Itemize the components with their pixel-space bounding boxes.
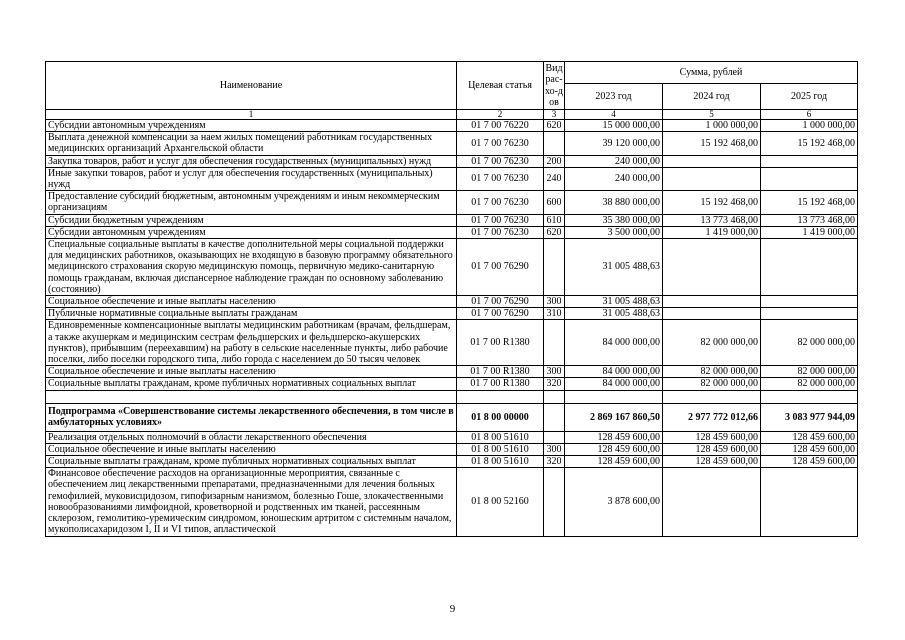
column-number: 6	[761, 110, 858, 120]
table-row	[46, 239, 858, 296]
table-row	[46, 226, 858, 238]
header-name: Наименование	[46, 62, 457, 110]
row-name: Социальное обеспечение и иные выплаты населению	[46, 296, 457, 308]
row-target-article: 01 7 00 76230	[457, 167, 544, 190]
row-sum-2023: 128 459 600,00	[565, 443, 663, 455]
page-number: 9	[449, 603, 456, 615]
row-expense-type	[544, 132, 565, 155]
row-sum-2024: 128 459 600,00	[663, 443, 761, 455]
row-sum-2025: 82 000 000,00	[761, 378, 858, 390]
row-sum-2024: 1 419 000,00	[663, 226, 761, 238]
row-sum-2023: 84 000 000,00	[565, 366, 663, 378]
row-expense-type: 200	[544, 155, 565, 167]
row-sum-2025: 82 000 000,00	[761, 320, 858, 366]
table-row	[46, 132, 858, 155]
row-target-article: 01 7 00 76230	[457, 191, 544, 214]
row-sum-2024	[663, 167, 761, 190]
row-sum-2025	[761, 155, 858, 167]
row-sum-2024: 128 459 600,00	[663, 456, 761, 468]
column-numbers-row	[46, 110, 858, 120]
row-name: Реализация отдельных полномочий в области лекарственного обеспечения	[46, 431, 457, 443]
row-sum-2024: 13 773 468,00	[663, 214, 761, 226]
column-number: 1	[46, 110, 457, 120]
row-sum-2023: 31 005 488,63	[565, 296, 663, 308]
row-sum-2024: 128 459 600,00	[663, 431, 761, 443]
row-target-article: 01 7 00 76230	[457, 132, 544, 155]
row-expense-type: 240	[544, 167, 565, 190]
row-expense-type: 300	[544, 296, 565, 308]
row-sum-2024	[663, 308, 761, 320]
row-sum-2023: 84 000 000,00	[565, 320, 663, 366]
row-expense-type: 300	[544, 443, 565, 455]
row-target-article: 01 7 00 R1380	[457, 320, 544, 366]
table-row	[46, 296, 858, 308]
budget-document	[45, 61, 858, 537]
table-row	[46, 120, 858, 132]
row-name: Субсидии бюджетным учреждениям	[46, 214, 457, 226]
header-sum: Сумма, рублей	[565, 62, 858, 84]
row-sum-2025: 15 192 468,00	[761, 191, 858, 214]
row-expense-type: 320	[544, 378, 565, 390]
row-expense-type: 300	[544, 366, 565, 378]
row-target-article: 01 8 00 51610	[457, 443, 544, 455]
table-row	[46, 378, 858, 390]
row-target-article: 01 8 00 00000	[457, 403, 544, 431]
table-row	[46, 320, 858, 366]
row-sum-2025: 128 459 600,00	[761, 443, 858, 455]
row-target-article: 01 8 00 51610	[457, 431, 544, 443]
row-sum-2024	[663, 155, 761, 167]
row-expense-type	[544, 403, 565, 431]
column-number: 3	[544, 110, 565, 120]
row-sum-2025	[761, 468, 858, 536]
row-sum-2023: 84 000 000,00	[565, 378, 663, 390]
row-sum-2023: 240 000,00	[565, 167, 663, 190]
empty-row	[46, 390, 858, 403]
row-name: Социальные выплаты гражданам, кроме публичных нормативных социальных выплат	[46, 378, 457, 390]
row-name: Финансовое обеспечение расходов на организационные мероприятия, связанные с обеспечением лиц лекарственными препаратами, предназначенными для лечения больных гемофилией, муковисцидозом, гипофизарным нанизмом, болезнью Гоше, злокачественными новообразованиями лимфоидной, кроветворной и родственных им тканей, рассеянным склерозом, гемолитико-уремическим синдромом, юношеским артритом с системным началом, мукополисахаридозом I, II и VI типов, апластической	[46, 468, 457, 536]
row-sum-2025: 128 459 600,00	[761, 456, 858, 468]
row-sum-2025: 13 773 468,00	[761, 214, 858, 226]
row-sum-2023: 31 005 488,63	[565, 308, 663, 320]
row-expense-type	[544, 468, 565, 536]
row-target-article: 01 7 00 76290	[457, 308, 544, 320]
row-sum-2024: 2 977 772 012,66	[663, 403, 761, 431]
row-expense-type: 620	[544, 226, 565, 238]
row-expense-type: 620	[544, 120, 565, 132]
row-target-article: 01 7 00 76230	[457, 214, 544, 226]
row-expense-type	[544, 431, 565, 443]
row-sum-2023: 240 000,00	[565, 155, 663, 167]
row-sum-2025	[761, 167, 858, 190]
table-row	[46, 468, 858, 536]
row-target-article: 01 8 00 51610	[457, 456, 544, 468]
row-sum-2025	[761, 239, 858, 296]
row-target-article: 01 7 00 76290	[457, 239, 544, 296]
header-year-2024: 2024 год	[663, 84, 761, 110]
header-year-2025: 2025 год	[761, 84, 858, 110]
row-sum-2023: 3 500 000,00	[565, 226, 663, 238]
row-expense-type: 320	[544, 456, 565, 468]
row-sum-2025	[761, 296, 858, 308]
row-target-article: 01 7 00 76290	[457, 296, 544, 308]
table-row	[46, 155, 858, 167]
row-target-article: 01 7 00 R1380	[457, 378, 544, 390]
row-sum-2023: 38 880 000,00	[565, 191, 663, 214]
header-target-article: Целевая статья	[457, 62, 544, 110]
subprogram-row	[46, 403, 858, 431]
column-number: 5	[663, 110, 761, 120]
row-sum-2023: 15 000 000,00	[565, 120, 663, 132]
row-name: Предоставление субсидий бюджетным, автономным учреждениям и иным некоммерческим организациям	[46, 191, 457, 214]
row-target-article: 01 8 00 52160	[457, 468, 544, 536]
table-row	[46, 431, 858, 443]
header-year-2023: 2023 год	[565, 84, 663, 110]
row-sum-2024: 15 192 468,00	[663, 132, 761, 155]
row-target-article: 01 7 00 76230	[457, 226, 544, 238]
row-name: Выплата денежной компенсации за наем жилых помещений работникам государственных медицинских организаций Архангельской области	[46, 132, 457, 155]
row-name: Единовременные компенсационные выплаты медицинским работникам (врачам, фельдшерам, а также акушеркам и медицинским сестрам фельдшерских и фельдшерско-акушерских пунктов), прибывшим (переехавшим) на работу в сельские населенные пункты, либо рабочие поселки, либо поселки городского типа, либо города с населением до 50 тысяч человек	[46, 320, 457, 366]
table-row	[46, 214, 858, 226]
row-sum-2024	[663, 468, 761, 536]
row-sum-2023: 3 878 600,00	[565, 468, 663, 536]
table-row	[46, 191, 858, 214]
row-sum-2025: 3 083 977 944,09	[761, 403, 858, 431]
row-target-article: 01 7 00 76230	[457, 155, 544, 167]
row-sum-2024: 1 000 000,00	[663, 120, 761, 132]
row-sum-2024: 82 000 000,00	[663, 366, 761, 378]
row-sum-2024: 15 192 468,00	[663, 191, 761, 214]
column-number: 4	[565, 110, 663, 120]
table-row	[46, 456, 858, 468]
row-name: Социальное обеспечение и иные выплаты населению	[46, 443, 457, 455]
row-sum-2023: 128 459 600,00	[565, 431, 663, 443]
table-row	[46, 167, 858, 190]
header-expense-type: Вид рас-хо-дов	[544, 63, 564, 108]
budget-table	[45, 61, 858, 537]
table-row	[46, 443, 858, 455]
row-sum-2025: 82 000 000,00	[761, 366, 858, 378]
row-expense-type: 600	[544, 191, 565, 214]
row-expense-type	[544, 239, 565, 296]
row-sum-2023: 35 380 000,00	[565, 214, 663, 226]
row-sum-2024: 82 000 000,00	[663, 320, 761, 366]
row-sum-2023: 31 005 488,63	[565, 239, 663, 296]
row-expense-type	[544, 320, 565, 366]
row-sum-2025: 15 192 468,00	[761, 132, 858, 155]
row-name: Публичные нормативные социальные выплаты гражданам	[46, 308, 457, 320]
row-sum-2024	[663, 239, 761, 296]
row-sum-2023: 39 120 000,00	[565, 132, 663, 155]
row-name: Социальные выплаты гражданам, кроме публичных нормативных социальных выплат	[46, 456, 457, 468]
row-name: Иные закупки товаров, работ и услуг для обеспечения государственных (муниципальных) нужд	[46, 167, 457, 190]
row-name: Подпрограмма «Совершенствование системы лекарственного обеспечения, в том числе в амбулаторных условиях»	[46, 403, 457, 431]
row-target-article: 01 7 00 76220	[457, 120, 544, 132]
row-name: Субсидии автономным учреждениям	[46, 120, 457, 132]
row-sum-2023: 128 459 600,00	[565, 456, 663, 468]
table-row	[46, 366, 858, 378]
table-row	[46, 308, 858, 320]
column-number: 2	[457, 110, 544, 120]
row-sum-2023: 2 869 167 860,50	[565, 403, 663, 431]
row-name: Закупка товаров, работ и услуг для обеспечения государственных (муниципальных) нужд	[46, 155, 457, 167]
row-expense-type: 610	[544, 214, 565, 226]
row-name: Специальные социальные выплаты в качестве дополнительной меры социальной поддержки для медицинских работников, оказывающих не входящую в базовую программу обязательного медицинского страхования скорую медицинскую помощь, первичную медико-санитарную помощь гражданам, включая диспансерное наблюдение граждан по основному заболеванию (состоянию)	[46, 239, 457, 296]
row-sum-2025: 1 000 000,00	[761, 120, 858, 132]
row-sum-2024: 82 000 000,00	[663, 378, 761, 390]
row-sum-2025: 128 459 600,00	[761, 431, 858, 443]
row-expense-type: 310	[544, 308, 565, 320]
row-name: Социальное обеспечение и иные выплаты населению	[46, 366, 457, 378]
row-name: Субсидии автономным учреждениям	[46, 226, 457, 238]
row-sum-2025	[761, 308, 858, 320]
row-sum-2025: 1 419 000,00	[761, 226, 858, 238]
row-sum-2024	[663, 296, 761, 308]
row-target-article: 01 7 00 R1380	[457, 366, 544, 378]
